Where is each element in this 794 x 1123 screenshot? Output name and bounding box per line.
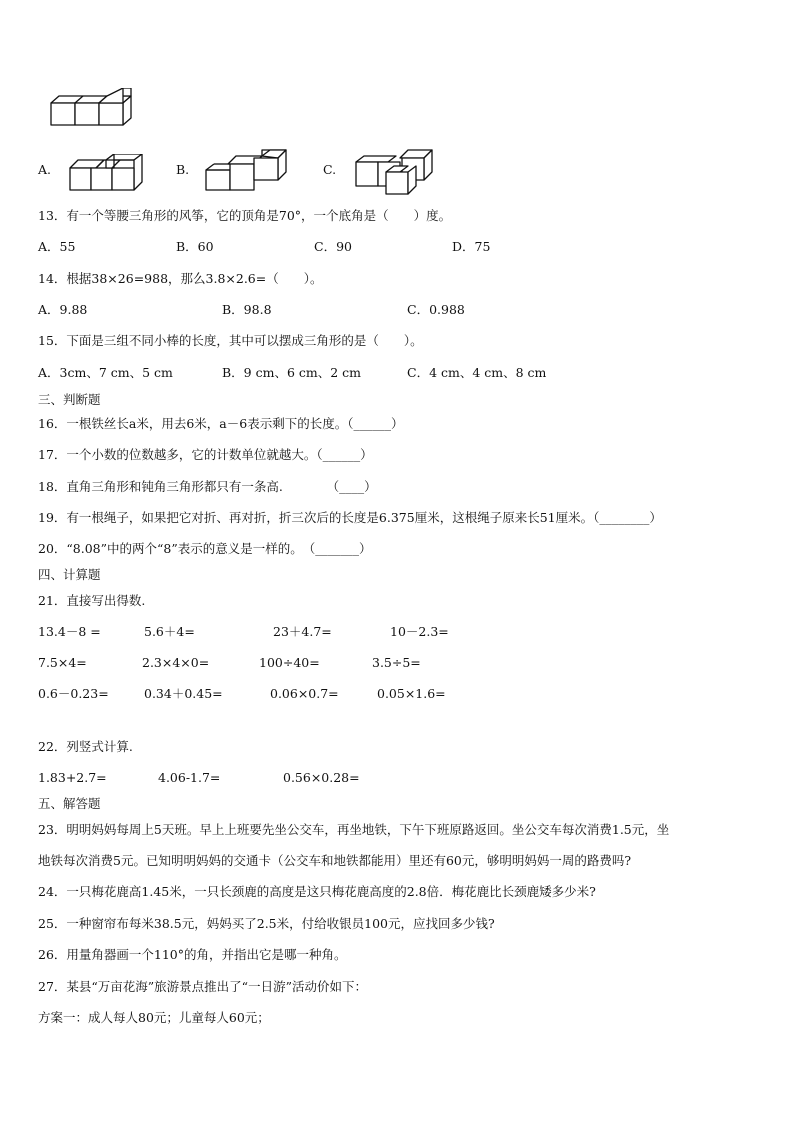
- judge-item-16: 16．一根铁丝长a米，用去6米，a－6表示剩下的长度。（______）: [38, 416, 404, 431]
- calc-item: 10－2.3=: [390, 624, 449, 639]
- judge-item-20: 20．“8.08”中的两个“8”表示的意义是一样的。 （_______）: [38, 541, 372, 556]
- q23-line-2: 地铁每次消费5元。已知明明妈妈的交通卡（公交车和地铁都能用）里还有60元，够明明妈妈一周的路费吗?: [38, 853, 632, 868]
- vertical-calc-item: 4.06-1.7=: [158, 770, 221, 785]
- option-a-label[interactable]: A.: [38, 162, 52, 177]
- q14-option-a[interactable]: A．9.88: [38, 302, 88, 317]
- q23-line-1: 23．明明妈妈每周上5天班。早上上班要先坐公交车，再坐地铁，下午下班原路返回。坐公交车每次消费1.5元，坐: [38, 822, 670, 837]
- judge-item-19: 19．有一根绳子，如果把它对折、再对折，折三次后的长度是6.375厘米，这根绳子原来长51厘米。（________）: [38, 510, 662, 525]
- option-a-cube-figure[interactable]: [66, 154, 148, 199]
- calc-item: 0.05×1.6=: [377, 686, 446, 701]
- q13-option-c[interactable]: C．90: [314, 239, 352, 254]
- q14-stem: 14．根据38×26=988，那么3.8×2.6=（ ）。: [38, 271, 323, 286]
- q13-option-a[interactable]: A．55: [38, 239, 76, 254]
- calc-item: 0.34＋0.45=: [144, 686, 223, 701]
- section-word-problems-heading: 五、解答题: [38, 796, 101, 811]
- calc-item: 0.06×0.7=: [270, 686, 339, 701]
- calc-item: 23＋4.7=: [273, 624, 332, 639]
- option-b-cube-figure[interactable]: [202, 148, 292, 197]
- calc-item: 5.6＋4=: [144, 624, 195, 639]
- q15-stem: 15．下面是三组不同小棒的长度，其中可以摆成三角形的是（ ）。: [38, 333, 423, 348]
- calc-item: 7.5×4=: [38, 655, 87, 670]
- judge-item-17: 17．一个小数的位数越多，它的计数单位就越大。（______）: [38, 447, 373, 462]
- q27-stem: 27．某县“万亩花海”旅游景点推出了“一日游”活动价如下：: [38, 979, 367, 994]
- calc-item: 2.3×4×0=: [142, 655, 210, 670]
- option-c-label[interactable]: C.: [323, 162, 337, 177]
- option-c-cube-figure[interactable]: [352, 148, 436, 199]
- section-judgement-heading: 三、判断题: [38, 392, 101, 407]
- q14-option-c[interactable]: C．0.988: [407, 302, 465, 317]
- q15-option-c[interactable]: C．4 cm、4 cm、8 cm: [407, 365, 547, 380]
- q13-option-d[interactable]: D．75: [452, 239, 491, 254]
- q21-stem: 21．直接写出得数.: [38, 593, 146, 608]
- q15-option-b[interactable]: B．9 cm、6 cm、2 cm: [222, 365, 362, 380]
- section-calculation-heading: 四、计算题: [38, 567, 101, 582]
- judge-item-18: 18．直角三角形和钝角三角形都只有一条高. （____）: [38, 479, 377, 494]
- calc-item: 13.4－8 =: [38, 624, 101, 639]
- vertical-calc-item: 1.83+2.7=: [38, 770, 107, 785]
- q27-plan-one: 方案一：成人每人80元；儿童每人60元；: [38, 1010, 270, 1025]
- vertical-calc-item: 0.56×0.28=: [283, 770, 360, 785]
- reference-cube-figure: [48, 88, 132, 133]
- q26-stem: 26．用量角器画一个110°的角，并指出它是哪一种角。: [38, 947, 347, 962]
- q13-option-b[interactable]: B．60: [176, 239, 214, 254]
- q25-stem: 25．一种窗帘布每米38.5元，妈妈买了2.5米，付给收银员100元，应找回多少钱?: [38, 916, 495, 931]
- option-b-label[interactable]: B.: [176, 162, 190, 177]
- calc-item: 3.5÷5=: [372, 655, 421, 670]
- q15-option-a[interactable]: A．3cm、7 cm、5 cm: [38, 365, 173, 380]
- q22-stem: 22．列竖式计算.: [38, 739, 133, 754]
- q14-option-b[interactable]: B．98.8: [222, 302, 272, 317]
- q13-stem: 13．有一个等腰三角形的风筝，它的顶角是70°，一个底角是（ ）度。: [38, 208, 452, 223]
- calc-item: 100÷40=: [259, 655, 320, 670]
- calc-item: 0.6－0.23=: [38, 686, 109, 701]
- q24-stem: 24．一只梅花鹿高1.45米，一只长颈鹿的高度是这只梅花鹿高度的2.8倍．梅花鹿比长颈鹿矮多少米?: [38, 884, 596, 899]
